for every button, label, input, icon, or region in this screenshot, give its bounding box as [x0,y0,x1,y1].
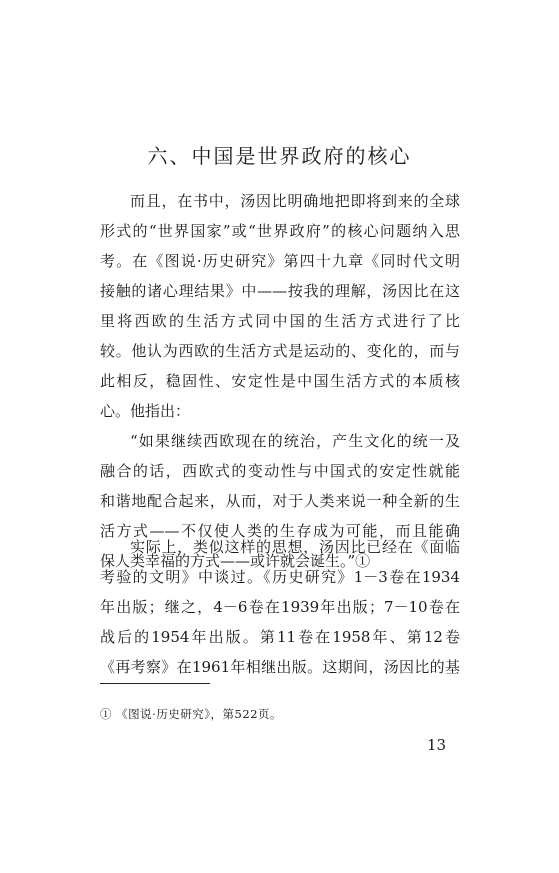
footnote: ① 《图说·历史研究》，第522页。 [100,707,283,721]
text-line: 较。他认为西欧的生活方式是运动的、变化的，而与 [100,342,460,360]
text-line: 和谐地配合起来，从而，对于人类来说一种全新的生 [100,492,460,510]
text-line: 心。他指出： [100,402,191,420]
text-line: 此相反，稳固性、安定性是中国生活方式的本质核 [100,372,460,390]
text-line: 战后的1954年出版。第11卷在1958年、第12卷 [100,628,460,646]
text-line: “如果继续西欧现在的统治，产生文化的统一及 [130,432,460,450]
section-title: 六、中国是世界政府的核心 [147,144,412,168]
text-line: 年出版；继之，4－6卷在1939年出版；7－10卷在 [100,598,460,616]
paragraph-1 [100,186,460,426]
page-number: 13 [427,736,447,754]
footnote-separator [100,683,210,684]
text-line: 里将西欧的生活方式同中国的生活方式进行了比 [100,312,460,330]
text-line: 考。在《图说·历史研究》第四十九章《同时代文明 [100,252,460,270]
text-line: 而且，在书中，汤因比明确地把即将到来的全球 [130,192,460,210]
text-line: 《再考察》在1961年相继出版。这期间，汤因比的基 [100,658,460,676]
text-line: 考验的文明》中谈过。《历史研究》1－3卷在1934 [100,568,460,586]
text-line: 接触的诸心理结果》中——按我的理解，汤因比在这 [100,282,460,300]
text-line: 保人类幸福的方式——或许就会诞生。”① [100,552,371,570]
text-line: 活方式——不仅使人类的生存成为可能，而且能确 [100,522,460,540]
paragraph-3 [100,532,460,682]
text-line: 融合的话，西欧式的变动性与中国式的安定性就能 [100,462,460,480]
text-line: 形式的“世界国家”或“世界政府”的核心问题纳入思 [100,222,460,240]
text-line: 实际上，类似这样的思想，汤因比已经在《面临 [130,538,460,556]
